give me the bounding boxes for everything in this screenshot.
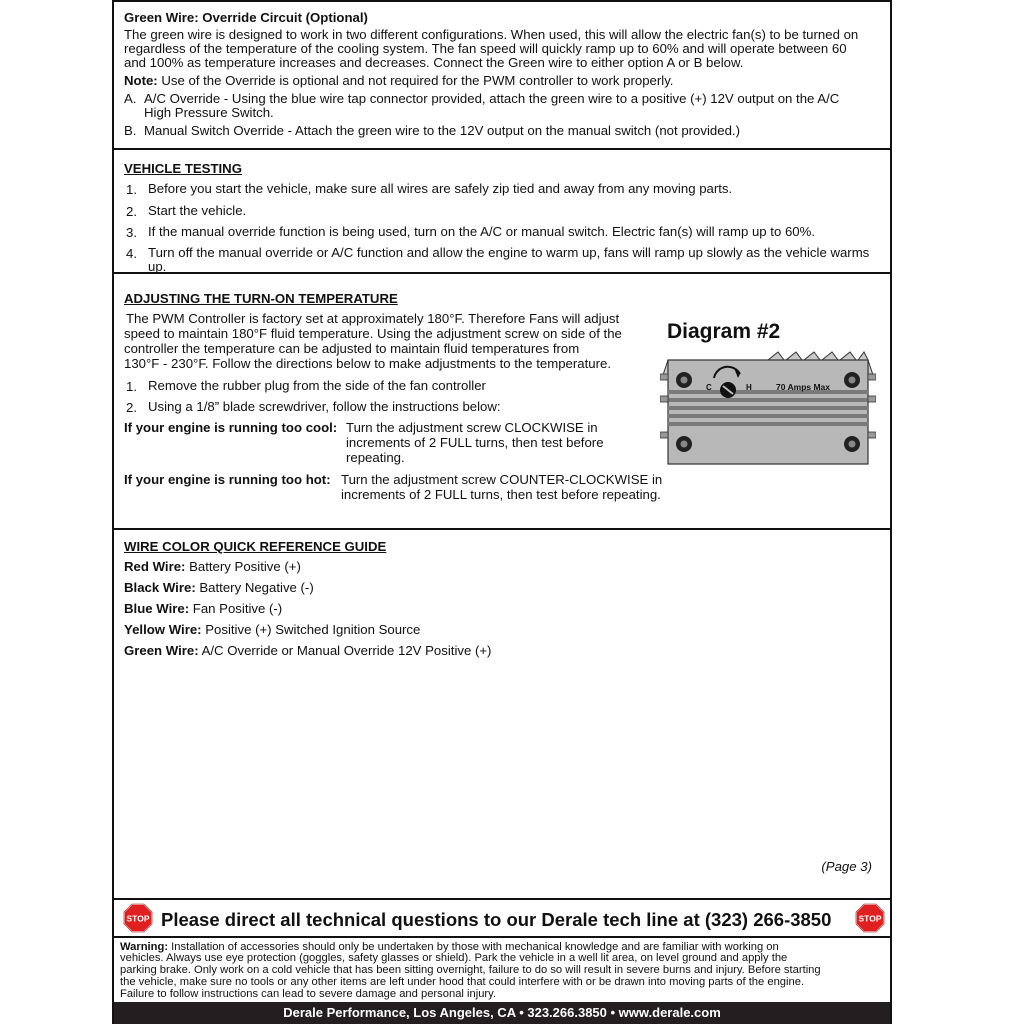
option-b-mark: B.: [124, 123, 137, 138]
adjust-step-1: Remove the rubber plug from the side of the fan controller: [148, 378, 486, 393]
blue-wire-value: Fan Positive (-): [189, 601, 283, 616]
stop-sign-text-left: STOP: [126, 913, 150, 924]
controller-body: [668, 360, 868, 464]
vehicle-testing-section: [114, 150, 890, 274]
vehicle-testing-title: VEHICLE TESTING: [124, 161, 242, 176]
green-wire-label: Green Wire:: [124, 643, 199, 658]
warning-text-1: Installation of accessories should only be undertaken by those with mechanical knowledge and are familiar with working on: [168, 941, 779, 953]
tech-line-text: Please direct all technical questions to our Derale tech line at (323) 266-3850: [161, 909, 832, 930]
green-wire-section: [114, 0, 890, 150]
green-wire-para-1: The green wire is designed to work in two different configurations. When used, this will allow the electric fan(s) to be turned on: [124, 27, 859, 42]
green-wire-para-3: and 100% as temperature increases and decreases. Connect the Green wire to either option A or B below.: [124, 55, 744, 70]
option-a-line-1: A/C Override - Using the blue wire tap connector provided, attach the green wire to a positive (+) 12V output on the A/C: [144, 91, 840, 106]
controller-diagram: [660, 348, 876, 466]
testing-item-2: Start the vehicle.: [148, 203, 247, 218]
stop-sign-icon: [123, 903, 153, 933]
blue-wire-label: Blue Wire:: [124, 601, 190, 616]
too-hot-line-2: increments of 2 FULL turns, then test before repeating.: [341, 487, 661, 502]
too-hot-label: If your engine is running too hot:: [124, 472, 331, 487]
too-hot-line-1: Turn the adjustment screw COUNTER-CLOCKWISE in: [341, 472, 663, 487]
too-cool-line-3: repeating.: [346, 450, 405, 465]
adjust-step-2: Using a 1/8” blade screwdriver, follow the instructions below:: [148, 399, 501, 414]
red-wire-value: Battery Positive (+): [185, 559, 301, 574]
warning-line-2: vehicles. Always use eye protection (goggles, safety glasses or shield). Park the vehicle in a well lit area, on level ground and apply the: [120, 952, 788, 964]
stop-sign-icon: [855, 903, 885, 933]
warning-section: [114, 938, 890, 1002]
testing-item-1: Before you start the vehicle, make sure all wires are safely zip tied and away from any moving parts.: [148, 181, 733, 196]
black-wire-label: Black Wire:: [124, 580, 196, 595]
wire-guide-title: WIRE COLOR QUICK REFERENCE GUIDE: [124, 539, 387, 554]
too-cool-label: If your engine is running too cool:: [124, 420, 338, 435]
adjust-step-1-num: 1.: [126, 379, 137, 394]
wire-guide-yellow: [124, 623, 420, 637]
warning-label: Warning:: [120, 941, 169, 953]
testing-num-1: 1.: [126, 182, 137, 197]
note-label: Note:: [124, 73, 158, 88]
page-number: (Page 3): [821, 859, 872, 874]
green-wire-note: [124, 74, 673, 88]
testing-item-4: Turn off the manual override or A/C function and allow the engine to warm up, fans will ramp up slowly as the vehicle warms up.: [148, 245, 870, 274]
testing-num-2: 2.: [126, 204, 137, 219]
option-b-text: Manual Switch Override - Attach the green wire to the 12V output on the manual switch (not provided.): [144, 123, 740, 138]
yellow-wire-value: Positive (+) Switched Ignition Source: [201, 622, 421, 637]
wire-guide-black: [124, 581, 314, 595]
diagram-title: Diagram #2: [667, 320, 781, 343]
note-text: Use of the Override is optional and not required for the PWM controller to work properly.: [157, 73, 674, 88]
green-wire-para-2: regardless of the temperature of the cooling system. The fan speed will quickly ramp up to 60% and will operate between 60: [124, 41, 847, 56]
too-cool-line-1: Turn the adjustment screw CLOCKWISE in: [346, 420, 598, 435]
tech-line-section: [114, 900, 890, 938]
footer-bar: Derale Performance, Los Angeles, CA • 323.266.3850 • www.derale.com: [114, 1002, 890, 1024]
wire-guide-blue: [124, 602, 282, 616]
green-wire-value: A/C Override or Manual Override 12V Positive (+): [198, 643, 492, 658]
wire-guide-red: [124, 560, 301, 574]
adjust-para-3: controller the temperature can be adjusted to maintain fluid temperatures from: [124, 341, 580, 356]
diagram-amps-label: 70 Amps Max: [776, 382, 831, 392]
testing-item-3: If the manual override function is being used, turn on the A/C or manual switch. Electric fan(s) will ramp up to 60%.: [148, 224, 816, 239]
adjusting-section: [114, 274, 890, 530]
document-page: [112, 0, 892, 1024]
option-a-line-2: High Pressure Switch.: [144, 105, 274, 120]
wire-guide-section: [114, 530, 890, 900]
warning-line-4: the vehicle, make sure no tools or any other items are left under hood that could interfere with or be drawn into moving parts of the engine.: [120, 976, 805, 988]
adjust-para-1: The PWM Controller is factory set at approximately 180°F. Therefore Fans will adjust: [126, 311, 620, 326]
adjust-para-4: 130°F - 230°F. Follow the directions below to make adjustments to the temperature.: [124, 356, 612, 371]
warning-line-3: parking brake. Only work on a cold vehicle that has been sitting overnight, failure to do so will result in severe burns and injury. Before starting: [120, 964, 821, 976]
diagram-c-label: C: [706, 383, 712, 392]
adjust-para-2: speed to maintain 180°F fluid temperature. Using the adjustment screw on side of the: [124, 326, 622, 341]
adjusting-title: ADJUSTING THE TURN-ON TEMPERATURE: [124, 291, 398, 306]
testing-num-4: 4.: [126, 246, 137, 261]
red-wire-label: Red Wire:: [124, 559, 186, 574]
green-wire-title: Green Wire: Override Circuit (Optional): [124, 10, 368, 25]
wire-guide-green: [124, 644, 491, 658]
adjust-step-2-num: 2.: [126, 400, 137, 415]
too-cool-line-2: increments of 2 FULL turns, then test before: [346, 435, 604, 450]
warning-line-5: Failure to follow instructions can lead to severe damage and personal injury.: [120, 988, 497, 1000]
option-a-mark: A.: [124, 91, 137, 106]
yellow-wire-label: Yellow Wire:: [124, 622, 202, 637]
stop-sign-text-right: STOP: [858, 913, 882, 924]
black-wire-value: Battery Negative (-): [195, 580, 314, 595]
testing-num-3: 3.: [126, 225, 137, 240]
diagram-h-label: H: [746, 383, 752, 392]
